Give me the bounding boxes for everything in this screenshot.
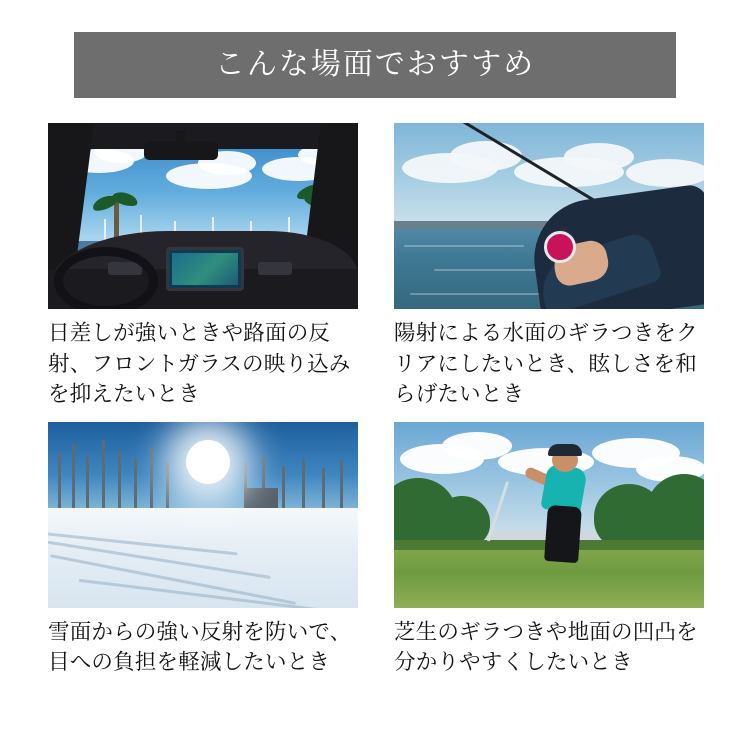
snow-field-sunlight-photo [48,422,358,608]
golf-course-swing-photo [394,422,704,608]
fishing-on-water-photo [394,123,704,309]
scene-caption: 雪面からの強い反射を防いで、目への負担を軽減したいとき [48,619,352,675]
scene-card-driving [48,123,358,410]
scene-caption: 芝生のギラつきや地面の凹凸を分かりやすくしたいとき [394,619,698,675]
scene-card-golf [394,422,704,678]
driving-through-windshield-photo [48,123,358,309]
scene-grid [48,123,704,678]
header-banner [74,32,676,98]
page-title: こんな場面でおすすめ [214,48,536,81]
scene-caption: 日差しが強いときや路面の反射、フロントガラスの映り込みを抑えたいとき [48,321,351,407]
scene-card-fishing [394,123,704,410]
scene-card-snow [48,422,358,678]
scene-caption: 陽射による水面のギラつきをクリアにしたいとき、眩しさを和らげたいとき [394,321,698,407]
